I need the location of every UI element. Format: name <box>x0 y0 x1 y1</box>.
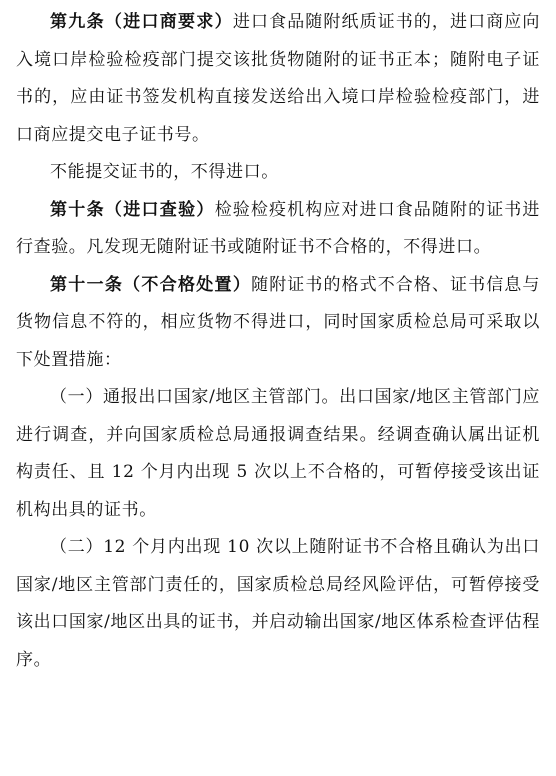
measure-1-paragraph <box>16 379 540 529</box>
article-10-paragraph <box>16 192 540 267</box>
article-9-body: 进口食品随附纸质证书的，进口商应向入境口岸检验检疫部门提交该批货物随附的证书正本；随附电子证书的，应由证书签发机构直接发送给出入境口岸检验检疫部门，进口商应提交电子证书号。 <box>16 12 540 145</box>
measure-1-text: （一）通报出口国家/地区主管部门。出口国家/地区主管部门应进行调查，并向国家质检总局通报调查结果。经调查确认属出证机构责任、且 12 个月内出现 5 次以上不合格的，可暂停接受该出证机构出具的证书。 <box>16 387 540 520</box>
article-9-clause-paragraph <box>16 154 540 192</box>
article-11-body: 随附证书的格式不合格、证书信息与货物信息不符的，相应货物不得进口，同时国家质检总局可采取以下处置措施： <box>16 274 540 370</box>
article-10-body: 检验检疫机构应对进口食品随附的证书进行查验。凡发现无随附证书或随附证书不合格的，不得进口。 <box>16 199 540 257</box>
article-9-heading: 第九条（进口商要求） <box>50 12 233 32</box>
article-9-clause-text: 不能提交证书的，不得进口。 <box>50 162 279 182</box>
article-9-paragraph <box>16 4 540 154</box>
measure-2-paragraph <box>16 529 540 679</box>
measure-2-text: （二）12 个月内出现 10 次以上随附证书不合格且确认为出口国家/地区主管部门责任的，国家质检总局经风险评估，可暂停接受该出口国家/地区出具的证书，并启动输出国家/地区体系检查评估程序。 <box>16 537 540 670</box>
article-11-heading: 第十一条（不合格处置） <box>50 274 252 295</box>
article-11-paragraph <box>16 267 540 380</box>
article-10-heading: 第十条（进口查验） <box>50 199 215 220</box>
